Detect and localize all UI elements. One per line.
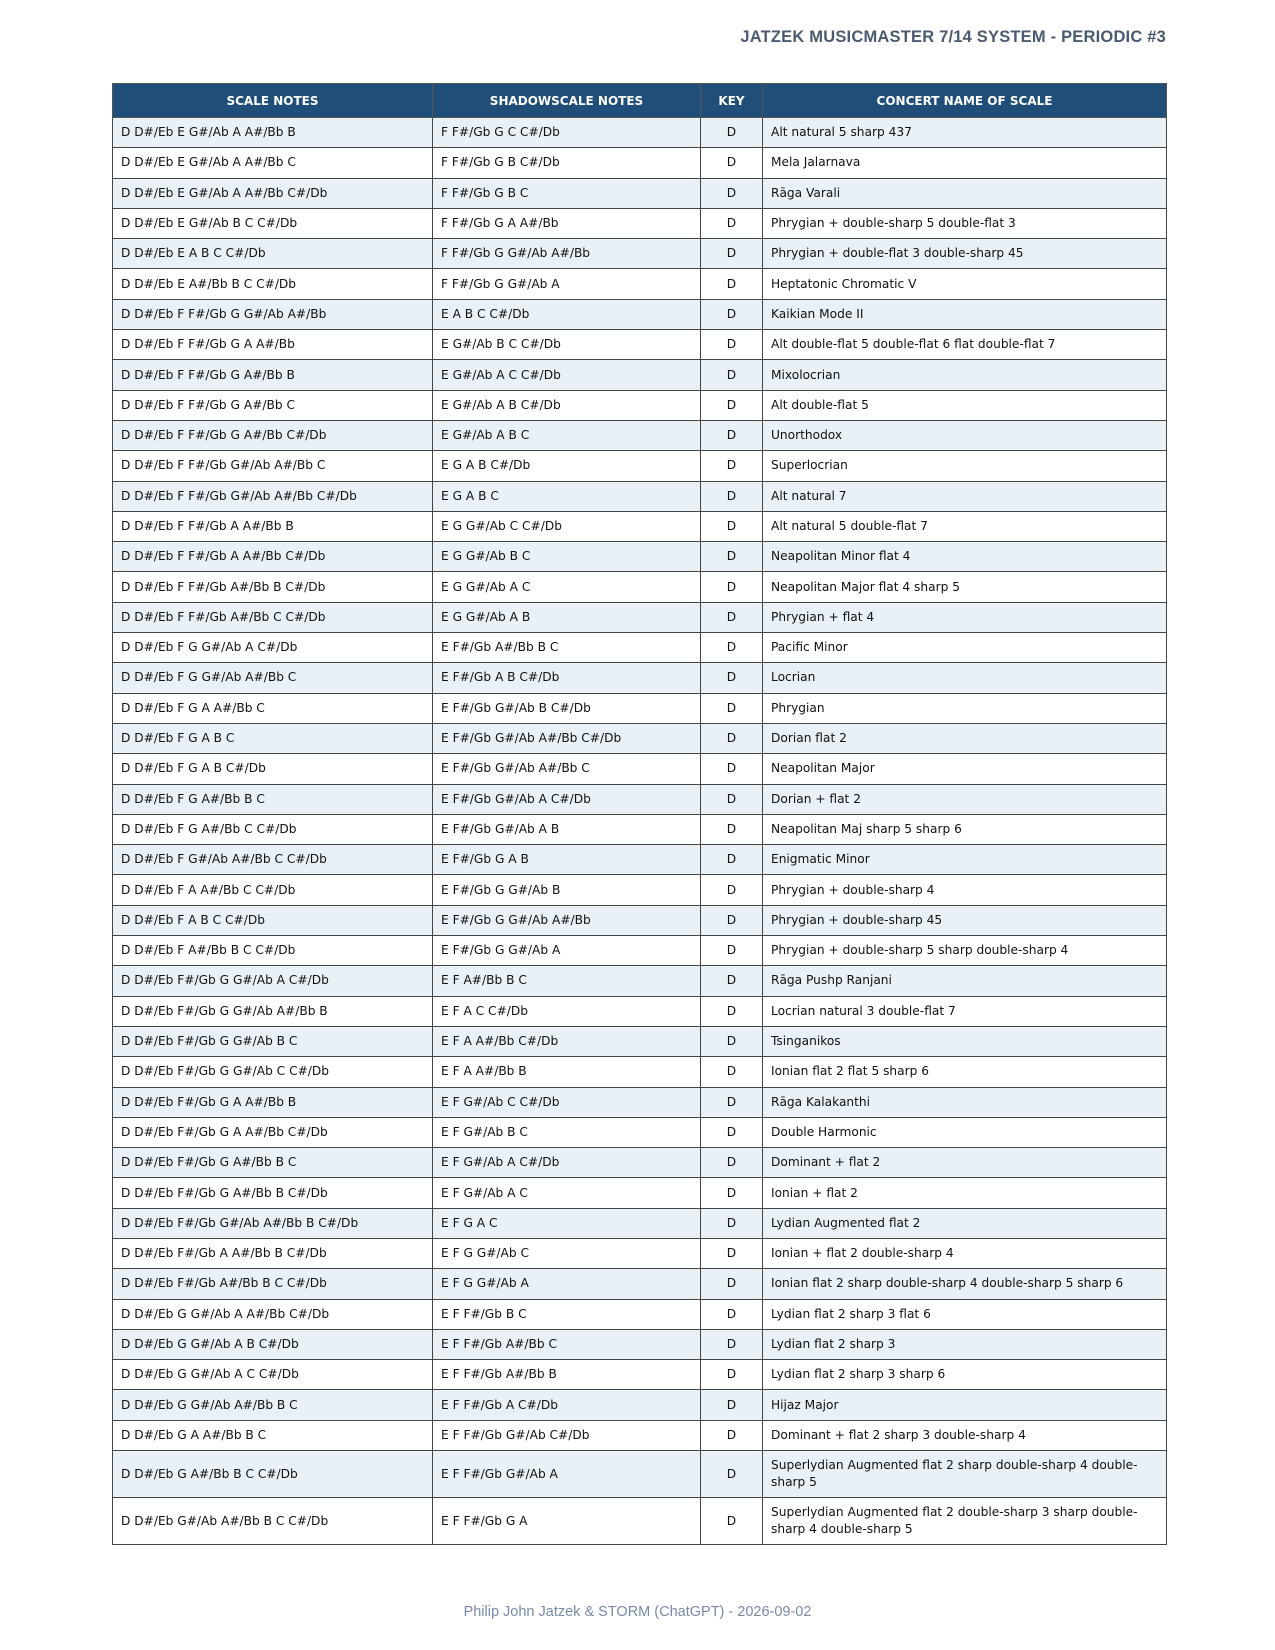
scale-notes-cell: D D#/Eb G G#/Ab A B C#/Db (113, 1329, 433, 1359)
table-row (113, 905, 1167, 935)
scale-notes-cell: D D#/Eb F F#/Gb A A#/Bb C#/Db (113, 542, 433, 572)
shadowscale-notes-cell: E A B C C#/Db (433, 299, 701, 329)
concert-name-cell: Neapolitan Minor flat 4 (763, 542, 1167, 572)
scale-notes-cell: D D#/Eb F F#/Gb G A#/Bb C (113, 390, 433, 420)
key-cell: D (701, 693, 763, 723)
concert-name-cell: Dorian flat 2 (763, 723, 1167, 753)
key-cell: D (701, 996, 763, 1026)
table-body (113, 118, 1167, 1545)
concert-name-cell: Lydian flat 2 sharp 3 flat 6 (763, 1299, 1167, 1329)
shadowscale-notes-cell: E F G A C (433, 1208, 701, 1238)
shadowscale-notes-cell: E G A B C (433, 481, 701, 511)
key-cell: D (701, 299, 763, 329)
key-cell: D (701, 1148, 763, 1178)
key-cell: D (701, 905, 763, 935)
shadowscale-notes-cell: E F F#/Gb A#/Bb B (433, 1360, 701, 1390)
concert-name-cell: Ionian + flat 2 double-sharp 4 (763, 1238, 1167, 1268)
shadowscale-notes-cell: F F#/Gb G C C#/Db (433, 118, 701, 148)
concert-name-cell: Heptatonic Chromatic V (763, 269, 1167, 299)
concert-name-cell: Ionian + flat 2 (763, 1178, 1167, 1208)
key-cell: D (701, 1360, 763, 1390)
table-row (113, 814, 1167, 844)
concert-name-cell: Neapolitan Major (763, 754, 1167, 784)
table-header (113, 84, 1167, 118)
scale-notes-cell: D D#/Eb F G A B C#/Db (113, 754, 433, 784)
key-cell: D (701, 148, 763, 178)
key-cell: D (701, 784, 763, 814)
shadowscale-notes-cell: E G G#/Ab A B (433, 602, 701, 632)
table-row (113, 1238, 1167, 1268)
key-cell: D (701, 1420, 763, 1450)
shadowscale-notes-cell: E F#/Gb G G#/Ab A#/Bb (433, 905, 701, 935)
key-cell: D (701, 1390, 763, 1420)
shadowscale-notes-cell: E F F#/Gb A C#/Db (433, 1390, 701, 1420)
concert-name-cell: Rāga Pushp Ranjani (763, 966, 1167, 996)
shadowscale-notes-cell: E G#/Ab A B C#/Db (433, 390, 701, 420)
table-row (113, 1117, 1167, 1147)
scale-notes-cell: D D#/Eb F F#/Gb G A#/Bb B (113, 360, 433, 390)
shadowscale-notes-cell: E F F#/Gb A#/Bb C (433, 1329, 701, 1359)
key-cell: D (701, 542, 763, 572)
scale-notes-cell: D D#/Eb G G#/Ab A A#/Bb C#/Db (113, 1299, 433, 1329)
concert-name-cell: Phrygian + double-sharp 4 (763, 875, 1167, 905)
shadowscale-notes-cell: E G#/Ab A B C (433, 420, 701, 450)
scale-notes-cell: D D#/Eb F G#/Ab A#/Bb C C#/Db (113, 845, 433, 875)
scale-notes-cell: D D#/Eb F A#/Bb B C C#/Db (113, 936, 433, 966)
concert-name-cell: Kaikian Mode II (763, 299, 1167, 329)
key-cell: D (701, 966, 763, 996)
key-cell: D (701, 1238, 763, 1268)
concert-name-cell: Mixolocrian (763, 360, 1167, 390)
concert-name-cell: Neapolitan Major flat 4 sharp 5 (763, 572, 1167, 602)
shadowscale-notes-cell: E G#/Ab A C C#/Db (433, 360, 701, 390)
concert-name-cell: Tsinganikos (763, 1026, 1167, 1056)
table-row (113, 1420, 1167, 1450)
key-cell: D (701, 1451, 763, 1498)
shadowscale-notes-cell: F F#/Gb G B C#/Db (433, 148, 701, 178)
scale-notes-cell: D D#/Eb F F#/Gb G#/Ab A#/Bb C (113, 451, 433, 481)
table-row (113, 1269, 1167, 1299)
scale-notes-cell: D D#/Eb F F#/Gb G A#/Bb C#/Db (113, 420, 433, 450)
scales-table (112, 83, 1167, 1545)
table-row (113, 1360, 1167, 1390)
concert-name-cell: Superlocrian (763, 451, 1167, 481)
concert-name-cell: Locrian (763, 663, 1167, 693)
table-row (113, 1498, 1167, 1545)
document-title: JATZEK MUSICMASTER 7/14 SYSTEM - PERIODIC #3 (740, 28, 1166, 46)
table-row (113, 1329, 1167, 1359)
shadowscale-notes-cell: E F A C C#/Db (433, 996, 701, 1026)
concert-name-cell: Superlydian Augmented flat 2 double-sharp 3 sharp double-sharp 4 double-sharp 5 (763, 1498, 1167, 1545)
key-cell: D (701, 269, 763, 299)
scale-notes-cell: D D#/Eb E A B C C#/Db (113, 239, 433, 269)
scale-notes-cell: D D#/Eb F G A#/Bb B C (113, 784, 433, 814)
scale-notes-cell: D D#/Eb G A#/Bb B C C#/Db (113, 1451, 433, 1498)
header-row (113, 84, 1167, 118)
shadowscale-notes-cell: E F F#/Gb G#/Ab C#/Db (433, 1420, 701, 1450)
table-row (113, 511, 1167, 541)
concert-name-cell: Rāga Kalakanthi (763, 1087, 1167, 1117)
table-row (113, 754, 1167, 784)
concert-name-cell: Alt natural 5 double-flat 7 (763, 511, 1167, 541)
scale-notes-cell: D D#/Eb E G#/Ab A A#/Bb B (113, 118, 433, 148)
scale-notes-cell: D D#/Eb F#/Gb A A#/Bb B C#/Db (113, 1238, 433, 1268)
scale-notes-cell: D D#/Eb F G A B C (113, 723, 433, 753)
key-cell: D (701, 754, 763, 784)
shadowscale-notes-cell: E F G#/Ab A C (433, 1178, 701, 1208)
table-row (113, 572, 1167, 602)
scale-notes-cell: D D#/Eb F#/Gb G A#/Bb B C#/Db (113, 1178, 433, 1208)
shadowscale-notes-cell: F F#/Gb G G#/Ab A#/Bb (433, 239, 701, 269)
table-row (113, 602, 1167, 632)
concert-name-cell: Neapolitan Maj sharp 5 sharp 6 (763, 814, 1167, 844)
table-row (113, 542, 1167, 572)
scale-notes-cell: D D#/Eb F#/Gb G G#/Ab C C#/Db (113, 1057, 433, 1087)
scale-notes-cell: D D#/Eb G G#/Ab A#/Bb B C (113, 1390, 433, 1420)
concert-name-cell: Mela Jalarnava (763, 148, 1167, 178)
table-row (113, 1026, 1167, 1056)
scale-notes-cell: D D#/Eb E G#/Ab A A#/Bb C#/Db (113, 178, 433, 208)
scale-notes-cell: D D#/Eb F A A#/Bb C C#/Db (113, 875, 433, 905)
table-row (113, 481, 1167, 511)
shadowscale-notes-cell: E F F#/Gb B C (433, 1299, 701, 1329)
key-cell: D (701, 1087, 763, 1117)
concert-name-cell: Lydian Augmented flat 2 (763, 1208, 1167, 1238)
concert-name-cell: Alt double-flat 5 (763, 390, 1167, 420)
shadowscale-notes-cell: E F A A#/Bb C#/Db (433, 1026, 701, 1056)
scale-notes-cell: D D#/Eb F F#/Gb G G#/Ab A#/Bb (113, 299, 433, 329)
key-cell: D (701, 1057, 763, 1087)
table-row (113, 299, 1167, 329)
scale-notes-cell: D D#/Eb F#/Gb G A#/Bb B C (113, 1148, 433, 1178)
key-cell: D (701, 1178, 763, 1208)
key-cell: D (701, 420, 763, 450)
scale-notes-cell: D D#/Eb F F#/Gb A#/Bb C C#/Db (113, 602, 433, 632)
table-row (113, 693, 1167, 723)
table-row (113, 178, 1167, 208)
key-cell: D (701, 1026, 763, 1056)
shadowscale-notes-cell: E F#/Gb G#/Ab B C#/Db (433, 693, 701, 723)
table-row (113, 875, 1167, 905)
key-cell: D (701, 875, 763, 905)
shadowscale-notes-cell: E F G#/Ab B C (433, 1117, 701, 1147)
scale-notes-cell: D D#/Eb G#/Ab A#/Bb B C C#/Db (113, 1498, 433, 1545)
key-cell: D (701, 239, 763, 269)
scale-notes-cell: D D#/Eb F#/Gb A#/Bb B C C#/Db (113, 1269, 433, 1299)
table-row (113, 420, 1167, 450)
table-row (113, 208, 1167, 238)
table-row (113, 269, 1167, 299)
key-cell: D (701, 936, 763, 966)
table-row (113, 1148, 1167, 1178)
shadowscale-notes-cell: F F#/Gb G G#/Ab A (433, 269, 701, 299)
scale-notes-cell: D D#/Eb F#/Gb G A A#/Bb C#/Db (113, 1117, 433, 1147)
scale-notes-cell: D D#/Eb F G G#/Ab A#/Bb C (113, 663, 433, 693)
table-row (113, 330, 1167, 360)
shadowscale-notes-cell: E G#/Ab B C C#/Db (433, 330, 701, 360)
shadowscale-notes-cell: E G A B C#/Db (433, 451, 701, 481)
shadowscale-notes-cell: E F G G#/Ab C (433, 1238, 701, 1268)
key-cell: D (701, 511, 763, 541)
shadowscale-notes-cell: E F A A#/Bb B (433, 1057, 701, 1087)
concert-name-cell: Phrygian + double-sharp 45 (763, 905, 1167, 935)
column-header-scale-notes: SCALE NOTES (113, 84, 433, 118)
document-footer: Philip John Jatzek & STORM (ChatGPT) - 2026-09-02 (463, 1604, 812, 1620)
concert-name-cell: Double Harmonic (763, 1117, 1167, 1147)
key-cell: D (701, 1208, 763, 1238)
key-cell: D (701, 1329, 763, 1359)
scale-notes-cell: D D#/Eb F G A A#/Bb C (113, 693, 433, 723)
concert-name-cell: Hijaz Major (763, 1390, 1167, 1420)
key-cell: D (701, 572, 763, 602)
key-cell: D (701, 1498, 763, 1545)
concert-name-cell: Phrygian + double-sharp 5 sharp double-sharp 4 (763, 936, 1167, 966)
scale-notes-cell: D D#/Eb F#/Gb G G#/Ab B C (113, 1026, 433, 1056)
table-row (113, 1087, 1167, 1117)
concert-name-cell: Rāga Varali (763, 178, 1167, 208)
key-cell: D (701, 451, 763, 481)
key-cell: D (701, 481, 763, 511)
scale-notes-cell: D D#/Eb G G#/Ab A C C#/Db (113, 1360, 433, 1390)
key-cell: D (701, 633, 763, 663)
key-cell: D (701, 208, 763, 238)
table-row (113, 1299, 1167, 1329)
shadowscale-notes-cell: E F#/Gb G G#/Ab B (433, 875, 701, 905)
concert-name-cell: Dominant + flat 2 (763, 1148, 1167, 1178)
concert-name-cell: Unorthodox (763, 420, 1167, 450)
table-row (113, 451, 1167, 481)
scale-notes-cell: D D#/Eb F A B C C#/Db (113, 905, 433, 935)
key-cell: D (701, 178, 763, 208)
table-row (113, 360, 1167, 390)
shadowscale-notes-cell: E F G#/Ab A C#/Db (433, 1148, 701, 1178)
shadowscale-notes-cell: E F#/Gb G A B (433, 845, 701, 875)
column-header-shadowscale-notes: SHADOWSCALE NOTES (433, 84, 701, 118)
scale-notes-cell: D D#/Eb F F#/Gb A#/Bb B C#/Db (113, 572, 433, 602)
column-header-key: KEY (701, 84, 763, 118)
key-cell: D (701, 1117, 763, 1147)
concert-name-cell: Dorian + flat 2 (763, 784, 1167, 814)
shadowscale-notes-cell: E F#/Gb A B C#/Db (433, 663, 701, 693)
scale-notes-cell: D D#/Eb F G A#/Bb C C#/Db (113, 814, 433, 844)
scale-notes-cell: D D#/Eb F#/Gb G G#/Ab A C#/Db (113, 966, 433, 996)
scale-notes-cell: D D#/Eb E G#/Ab A A#/Bb C (113, 148, 433, 178)
table-row (113, 936, 1167, 966)
shadowscale-notes-cell: E F#/Gb G G#/Ab A (433, 936, 701, 966)
key-cell: D (701, 1269, 763, 1299)
shadowscale-notes-cell: E G G#/Ab A C (433, 572, 701, 602)
scale-notes-cell: D D#/Eb F#/Gb G A A#/Bb B (113, 1087, 433, 1117)
concert-name-cell: Locrian natural 3 double-flat 7 (763, 996, 1167, 1026)
table-row (113, 1390, 1167, 1420)
table-row (113, 239, 1167, 269)
table-row (113, 1057, 1167, 1087)
scale-notes-cell: D D#/Eb G A A#/Bb B C (113, 1420, 433, 1450)
column-header-concert-name: CONCERT NAME OF SCALE (763, 84, 1167, 118)
concert-name-cell: Lydian flat 2 sharp 3 sharp 6 (763, 1360, 1167, 1390)
shadowscale-notes-cell: E F#/Gb A#/Bb B C (433, 633, 701, 663)
key-cell: D (701, 814, 763, 844)
key-cell: D (701, 118, 763, 148)
key-cell: D (701, 360, 763, 390)
table-row (113, 390, 1167, 420)
key-cell: D (701, 602, 763, 632)
concert-name-cell: Alt natural 7 (763, 481, 1167, 511)
key-cell: D (701, 390, 763, 420)
key-cell: D (701, 663, 763, 693)
shadowscale-notes-cell: E F G#/Ab C C#/Db (433, 1087, 701, 1117)
shadowscale-notes-cell: E F G G#/Ab A (433, 1269, 701, 1299)
table-row (113, 784, 1167, 814)
scale-notes-cell: D D#/Eb F G G#/Ab A C#/Db (113, 633, 433, 663)
shadowscale-notes-cell: E F A#/Bb B C (433, 966, 701, 996)
key-cell: D (701, 723, 763, 753)
concert-name-cell: Phrygian (763, 693, 1167, 723)
table-row (113, 1208, 1167, 1238)
shadowscale-notes-cell: E F#/Gb G#/Ab A#/Bb C#/Db (433, 723, 701, 753)
concert-name-cell: Superlydian Augmented flat 2 sharp double-sharp 4 double-sharp 5 (763, 1451, 1167, 1498)
concert-name-cell: Lydian flat 2 sharp 3 (763, 1329, 1167, 1359)
concert-name-cell: Phrygian + double-flat 3 double-sharp 45 (763, 239, 1167, 269)
concert-name-cell: Alt natural 5 sharp 437 (763, 118, 1167, 148)
concert-name-cell: Alt double-flat 5 double-flat 6 flat double-flat 7 (763, 330, 1167, 360)
concert-name-cell: Dominant + flat 2 sharp 3 double-sharp 4 (763, 1420, 1167, 1450)
table-row (113, 1178, 1167, 1208)
key-cell: D (701, 845, 763, 875)
scale-notes-cell: D D#/Eb F F#/Gb G A A#/Bb (113, 330, 433, 360)
shadowscale-notes-cell: E G G#/Ab B C (433, 542, 701, 572)
table-row (113, 148, 1167, 178)
scale-notes-cell: D D#/Eb F#/Gb G G#/Ab A#/Bb B (113, 996, 433, 1026)
scale-notes-cell: D D#/Eb F#/Gb G#/Ab A#/Bb B C#/Db (113, 1208, 433, 1238)
table-row (113, 723, 1167, 753)
table-row (113, 966, 1167, 996)
shadowscale-notes-cell: E F#/Gb G#/Ab A#/Bb C (433, 754, 701, 784)
shadowscale-notes-cell: E F#/Gb G#/Ab A B (433, 814, 701, 844)
table-row (113, 663, 1167, 693)
concert-name-cell: Phrygian + flat 4 (763, 602, 1167, 632)
scale-notes-cell: D D#/Eb E A#/Bb B C C#/Db (113, 269, 433, 299)
table-row (113, 996, 1167, 1026)
concert-name-cell: Phrygian + double-sharp 5 double-flat 3 (763, 208, 1167, 238)
key-cell: D (701, 1299, 763, 1329)
table-row (113, 633, 1167, 663)
concert-name-cell: Enigmatic Minor (763, 845, 1167, 875)
table-row (113, 1451, 1167, 1498)
shadowscale-notes-cell: F F#/Gb G B C (433, 178, 701, 208)
shadowscale-notes-cell: E F F#/Gb G A (433, 1498, 701, 1545)
concert-name-cell: Ionian flat 2 sharp double-sharp 4 double-sharp 5 sharp 6 (763, 1269, 1167, 1299)
table-row (113, 845, 1167, 875)
shadowscale-notes-cell: E F#/Gb G#/Ab A C#/Db (433, 784, 701, 814)
scale-notes-cell: D D#/Eb E G#/Ab B C C#/Db (113, 208, 433, 238)
shadowscale-notes-cell: E G G#/Ab C C#/Db (433, 511, 701, 541)
concert-name-cell: Ionian flat 2 flat 5 sharp 6 (763, 1057, 1167, 1087)
shadowscale-notes-cell: F F#/Gb G A A#/Bb (433, 208, 701, 238)
key-cell: D (701, 330, 763, 360)
scale-notes-cell: D D#/Eb F F#/Gb A A#/Bb B (113, 511, 433, 541)
scale-notes-cell: D D#/Eb F F#/Gb G#/Ab A#/Bb C#/Db (113, 481, 433, 511)
concert-name-cell: Pacific Minor (763, 633, 1167, 663)
shadowscale-notes-cell: E F F#/Gb G#/Ab A (433, 1451, 701, 1498)
table-row (113, 118, 1167, 148)
